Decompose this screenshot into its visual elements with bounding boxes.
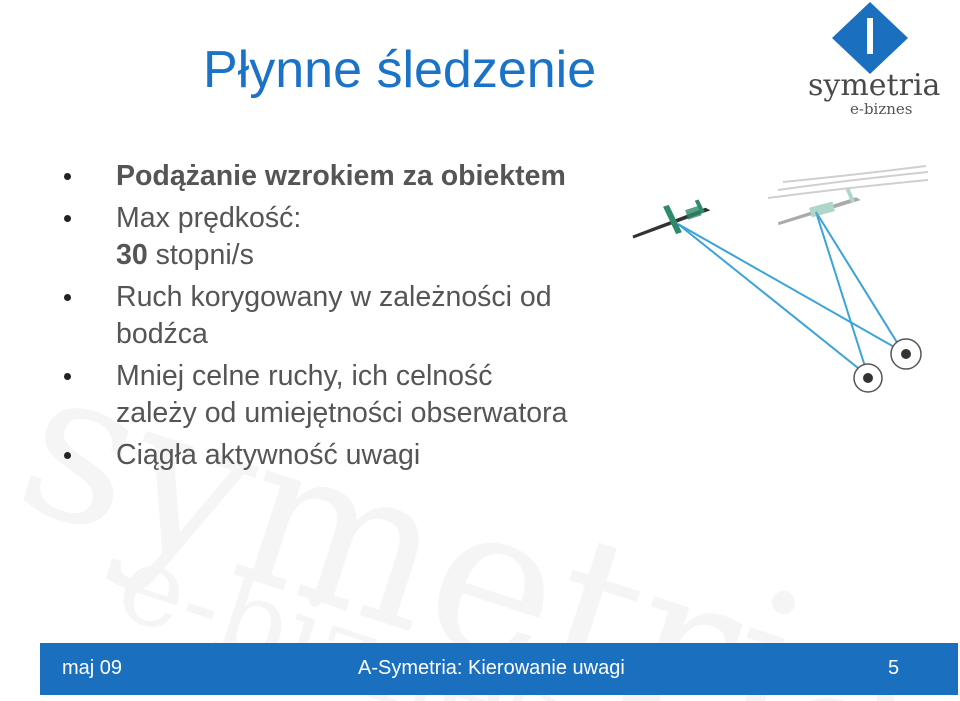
bullet-text-bold: 30 xyxy=(116,239,148,271)
slide-title: Płynne śledzenie xyxy=(203,41,597,99)
eye-right-icon xyxy=(891,339,921,369)
bullet-dot-icon xyxy=(64,173,71,180)
footer-date: maj 09 xyxy=(62,657,123,679)
bullet-item xyxy=(60,200,650,274)
bullet-dot-icon xyxy=(64,373,71,380)
bullet-item xyxy=(60,279,650,353)
page-number: 5 xyxy=(888,657,900,679)
bullet-text: Ciągła aktywność uwagi xyxy=(116,439,421,471)
bullet-dot-icon xyxy=(64,215,71,222)
bullet-text: Ruch korygowany w zależności od xyxy=(116,281,552,313)
bullet-text: zależy od umiejętności obserwatora xyxy=(116,397,568,429)
logo-subtitle: e-biznes xyxy=(850,100,913,118)
glider-left-icon xyxy=(628,193,714,247)
eye-left-icon xyxy=(854,364,882,392)
bullet-text: stopni/s xyxy=(147,239,254,271)
symetria-logo xyxy=(800,0,950,125)
bullet-dot-icon xyxy=(64,452,71,459)
bullet-text: Max prędkość: xyxy=(116,202,302,234)
bullet-item xyxy=(60,437,650,474)
footer-bar xyxy=(40,643,958,695)
bullet-text: Podążanie wzrokiem za obiektem xyxy=(116,160,566,192)
bullet-item xyxy=(60,158,650,195)
bullet-item xyxy=(60,358,650,432)
footer-title: A-Symetria: Kierowanie uwagi xyxy=(358,657,625,679)
bullet-list xyxy=(60,158,650,479)
gliders-tracking-illustration xyxy=(628,160,933,400)
logo-word: symetria xyxy=(808,68,941,103)
bullet-text: bodźca xyxy=(116,318,208,350)
bullet-dot-icon xyxy=(64,294,71,301)
bullet-text: Mniej celne ruchy, ich celność xyxy=(116,360,493,392)
gaze-lines xyxy=(678,212,903,376)
